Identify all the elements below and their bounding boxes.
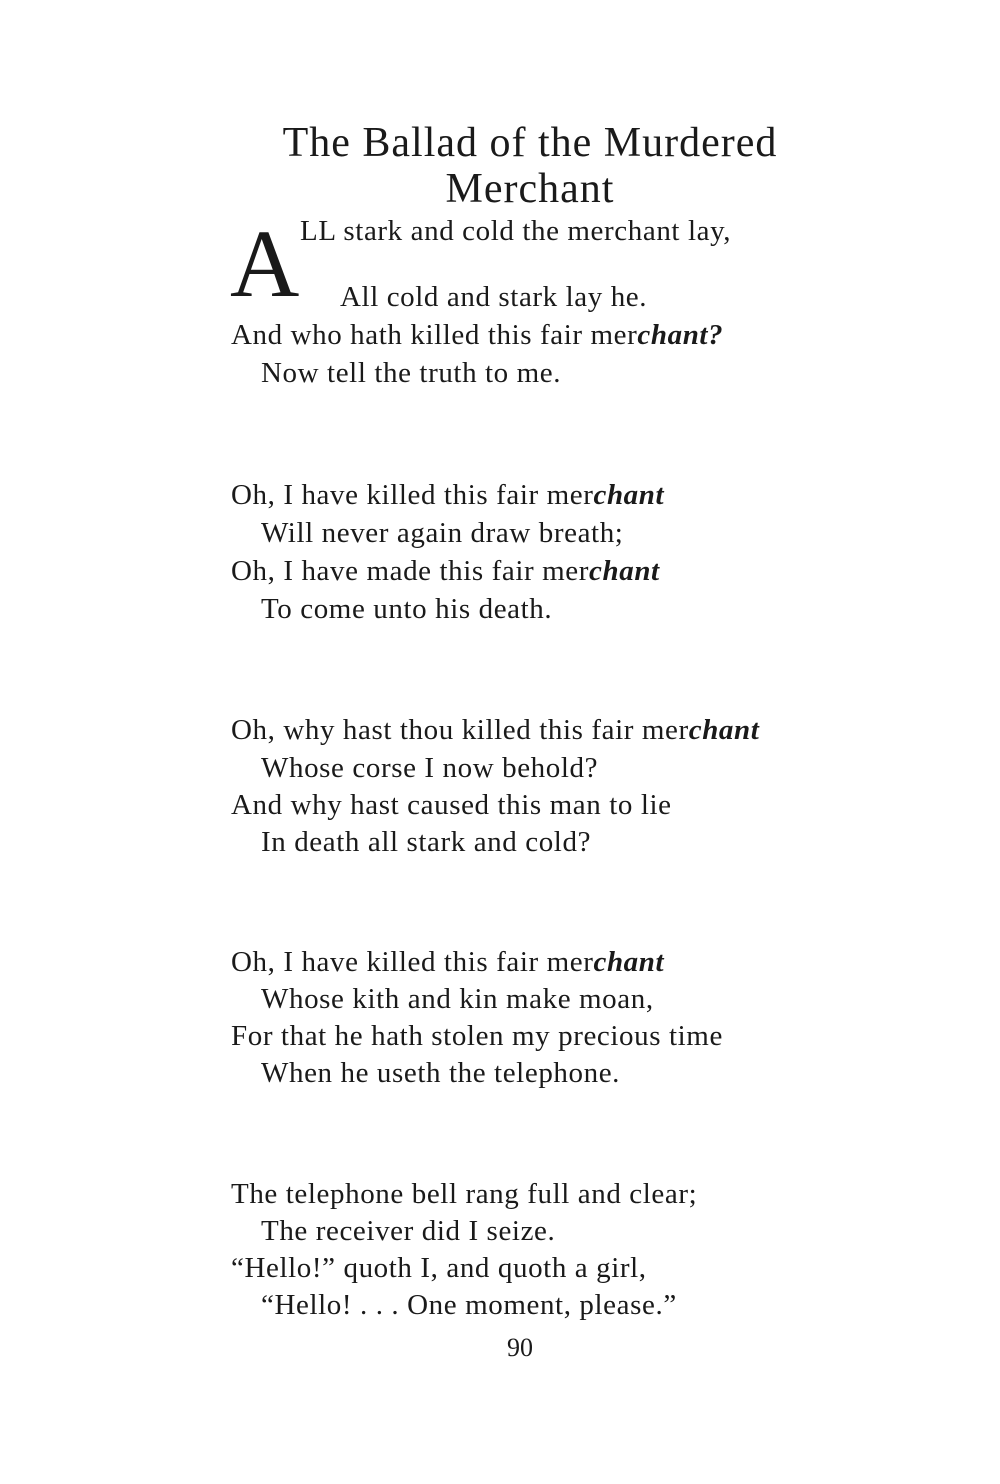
stanza3-line3: And why hast caused this man to lie [231, 789, 672, 821]
stanza4-line4: When he useth the telephone. [261, 1057, 621, 1089]
stanza3-line1-italic: chant [688, 714, 760, 746]
stanza2-line2: Will never again draw breath; [261, 517, 624, 549]
page-number: 90 [507, 1333, 533, 1362]
stanza2-line1-text: Oh, I have killed this fair mer [231, 479, 594, 511]
stanza4-line1-italic: chant [593, 946, 665, 978]
stanza1-line3-italic: chant? [637, 319, 724, 351]
stanza1-line4: Now tell the truth to me. [261, 357, 562, 389]
stanza1-line3-text: And who hath killed this fair mer [231, 319, 638, 351]
stanza2-line4: To come unto his death. [261, 593, 553, 625]
stanza3-line1 [231, 712, 759, 748]
stanza5-line3: “Hello!” quoth I, and quoth a girl, [231, 1252, 647, 1284]
stanza1-line3 [231, 317, 723, 353]
stanza2-line3-italic: chant [589, 555, 660, 587]
poem-title-line-1: The Ballad of the Murdered [282, 120, 778, 166]
drop-cap: A [230, 210, 300, 317]
stanza5-line2: The receiver did I seize. [261, 1215, 556, 1247]
poem-title-line-2: Merchant [445, 166, 615, 212]
stanza4-line3: For that he hath stolen my precious time [231, 1020, 723, 1052]
stanza5-line1: The telephone bell rang full and clear; [231, 1178, 698, 1210]
stanza1-line1: LL stark and cold the merchant lay, [300, 215, 732, 247]
stanza4-line1 [231, 944, 664, 980]
stanza3-line2: Whose corse I now behold? [261, 752, 599, 784]
stanza2-line1 [231, 477, 664, 513]
stanza5-line4: “Hello! . . . One moment, please.” [261, 1289, 677, 1321]
stanza4-line2: Whose kith and kin make moan, [261, 983, 654, 1015]
stanza2-line3-text: Oh, I have made this fair mer [231, 555, 590, 587]
stanza2-line3 [231, 553, 660, 589]
stanza2-line1-italic: chant [593, 479, 665, 511]
stanza1-line2: All cold and stark lay he. [340, 281, 648, 313]
stanza3-line1-text: Oh, why hast thou killed this fair mer [231, 714, 689, 746]
stanza3-line4: In death all stark and cold? [261, 826, 592, 858]
stanza4-line1-text: Oh, I have killed this fair mer [231, 946, 594, 978]
